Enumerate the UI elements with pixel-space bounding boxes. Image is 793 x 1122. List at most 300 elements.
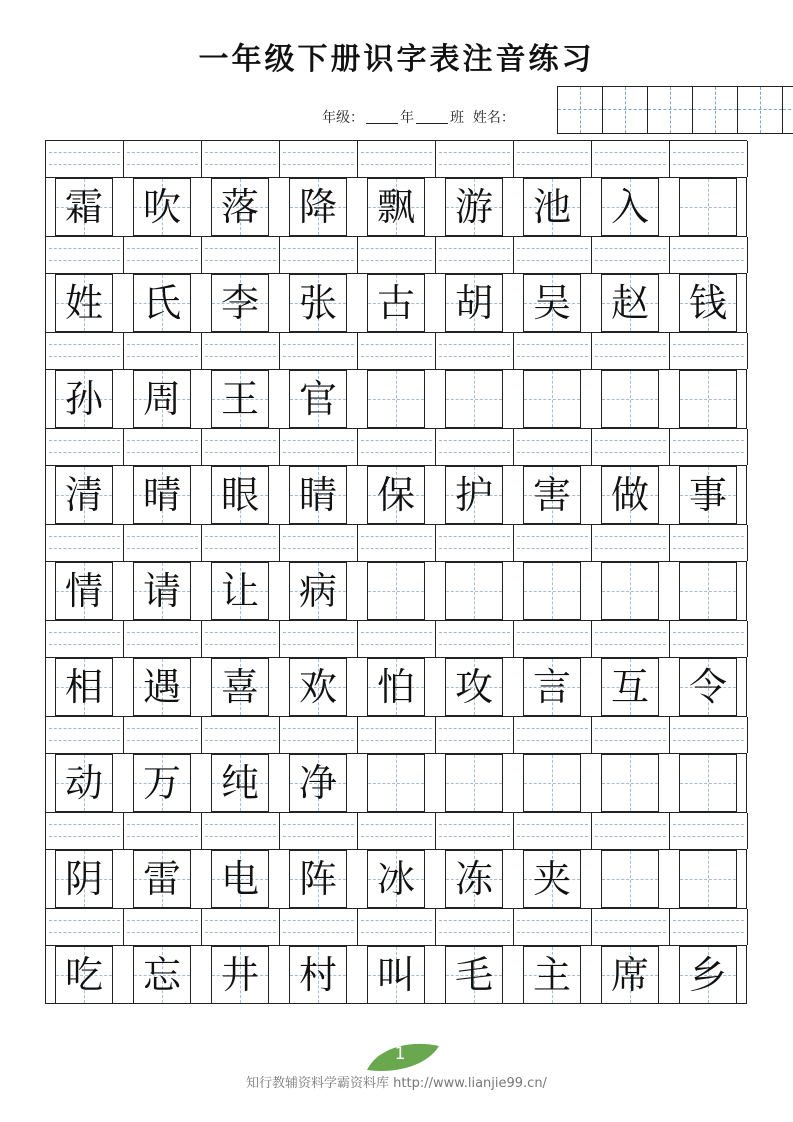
tianzige-box [55,946,113,1004]
pinyin-writing-cell[interactable] [46,237,124,273]
hanzi-character: 欢 [298,665,337,709]
character-cell [435,754,513,812]
hanzi-character: 井 [220,953,259,997]
hanzi-character [602,371,658,427]
tianzige-box [55,178,113,236]
pinyin-writing-cell[interactable] [592,141,670,177]
pinyin-writing-cell[interactable] [670,621,748,657]
pinyin-writing-cell[interactable] [358,525,436,561]
pinyin-writing-cell[interactable] [514,621,592,657]
tianzige-box[interactable] [601,850,659,908]
tianzige-box [445,466,503,524]
tianzige-box [55,754,113,812]
character-cell [279,562,357,620]
class-suffix: 班 [450,110,464,126]
tianzige-box [55,370,113,428]
grid-row [45,620,747,716]
hanzi-character: 忘 [142,953,181,997]
tianzige-box [445,658,503,716]
pinyin-band [45,716,747,754]
pinyin-writing-cell[interactable] [280,141,358,177]
pinyin-band [45,332,747,370]
character-cell [435,178,513,236]
pinyin-writing-cell[interactable] [592,621,670,657]
pinyin-writing-cell[interactable] [436,525,514,561]
tianzige-box [289,466,347,524]
tianzige-box [133,274,191,332]
hanzi-character: 主 [532,953,571,997]
character-cell [669,754,747,812]
hanzi-character [680,563,736,619]
pinyin-writing-cell[interactable] [358,237,436,273]
hanzi-character [446,371,502,427]
pinyin-writing-cell[interactable] [592,333,670,369]
pinyin-writing-cell[interactable] [436,717,514,753]
character-cell [591,178,669,236]
character-cell [123,370,201,428]
grid-row [45,140,747,236]
pinyin-writing-cell[interactable] [124,621,202,657]
pinyin-writing-cell[interactable] [202,717,280,753]
character-cell [357,946,435,1004]
pinyin-writing-cell[interactable] [280,237,358,273]
grid-row [45,812,747,908]
pinyin-writing-cell[interactable] [514,813,592,849]
hanzi-character: 吃 [64,953,103,997]
pinyin-writing-cell[interactable] [514,141,592,177]
pinyin-writing-cell[interactable] [358,429,436,465]
tianzige-box [211,850,269,908]
character-cell [201,658,279,716]
character-cell [435,658,513,716]
character-cell [201,178,279,236]
hanzi-character [680,755,736,811]
pinyin-writing-cell[interactable] [280,333,358,369]
pinyin-writing-cell[interactable] [124,141,202,177]
hanzi-character: 净 [298,761,337,805]
hanzi-character: 雷 [142,857,181,901]
character-cell [279,466,357,524]
pinyin-writing-cell[interactable] [436,333,514,369]
pinyin-writing-cell[interactable] [46,813,124,849]
hanzi-character: 动 [64,761,103,805]
hanzi-character: 姓 [64,281,103,325]
tianzige-box [523,850,581,908]
hanzi-character: 落 [220,185,259,229]
name-label: 姓名： [472,110,515,126]
hanzi-character: 氏 [142,281,181,325]
hanzi-character: 情 [64,569,103,613]
name-box[interactable] [693,87,738,133]
pinyin-writing-cell[interactable] [358,621,436,657]
pinyin-writing-cell[interactable] [514,429,592,465]
tianzige-box [211,178,269,236]
tianzige-box [289,946,347,1004]
hanzi-character: 官 [298,377,337,421]
pinyin-writing-cell[interactable] [124,333,202,369]
pinyin-writing-cell[interactable] [670,333,748,369]
hanzi-character [680,179,736,235]
tianzige-box[interactable] [679,850,737,908]
tianzige-box[interactable] [601,370,659,428]
character-cell [513,274,591,332]
tianzige-box[interactable] [601,754,659,812]
pinyin-writing-cell[interactable] [202,909,280,945]
pinyin-writing-cell[interactable] [280,717,358,753]
character-cell [669,178,747,236]
character-cell [591,370,669,428]
tianzige-box [523,946,581,1004]
hanzi-character: 孙 [64,377,103,421]
character-cell [123,754,201,812]
pinyin-writing-cell[interactable] [202,429,280,465]
hanzi-character: 请 [142,569,181,613]
hanzi-character [602,851,658,907]
hanzi-character: 遇 [142,665,181,709]
tianzige-box [211,754,269,812]
pinyin-writing-cell[interactable] [670,717,748,753]
character-band [45,946,747,1004]
hanzi-character: 互 [610,665,649,709]
grid-row [45,428,747,524]
pinyin-writing-cell[interactable] [514,909,592,945]
tianzige-box [211,562,269,620]
name-box[interactable] [603,87,648,133]
pinyin-writing-cell[interactable] [46,717,124,753]
pinyin-writing-cell[interactable] [280,429,358,465]
character-cell [357,466,435,524]
name-box[interactable] [648,87,693,133]
character-cell [45,946,123,1004]
tianzige-box [601,946,659,1004]
page-title: 一年级下册识字表注音练习 [198,42,595,77]
hanzi-character: 古 [376,281,415,325]
pinyin-writing-cell[interactable] [436,909,514,945]
hanzi-character: 冰 [376,857,415,901]
hanzi-character: 席 [610,953,649,997]
tianzige-box[interactable] [445,754,503,812]
pinyin-writing-cell[interactable] [358,717,436,753]
character-cell [513,178,591,236]
character-cell [123,658,201,716]
pinyin-writing-cell[interactable] [670,909,748,945]
tianzige-box [523,178,581,236]
hanzi-character: 纯 [220,761,259,805]
tianzige-box [211,274,269,332]
character-cell [45,274,123,332]
pinyin-writing-cell[interactable] [670,429,748,465]
pinyin-writing-cell[interactable] [46,621,124,657]
pinyin-writing-cell[interactable] [46,333,124,369]
tianzige-box [367,850,425,908]
pinyin-writing-cell[interactable] [670,813,748,849]
tianzige-box [289,274,347,332]
character-cell [591,850,669,908]
tianzige-box [211,658,269,716]
hanzi-character: 钱 [688,281,727,325]
year-suffix: 年 [400,110,414,126]
pinyin-writing-cell[interactable] [592,909,670,945]
pinyin-writing-cell[interactable] [202,621,280,657]
character-band [45,754,747,812]
tianzige-box [445,178,503,236]
pinyin-writing-cell[interactable] [46,525,124,561]
tianzige-box [679,274,737,332]
hanzi-character: 做 [610,473,649,517]
pinyin-writing-cell[interactable] [592,237,670,273]
tianzige-box[interactable] [445,562,503,620]
pinyin-writing-cell[interactable] [202,141,280,177]
hanzi-character: 游 [454,185,493,229]
tianzige-box [133,658,191,716]
tianzige-box [289,562,347,620]
pinyin-writing-cell[interactable] [280,909,358,945]
hanzi-character [602,563,658,619]
pinyin-writing-cell[interactable] [670,525,748,561]
hanzi-character [446,755,502,811]
tianzige-box [445,946,503,1004]
pinyin-writing-cell[interactable] [436,621,514,657]
character-cell [357,658,435,716]
pinyin-writing-cell[interactable] [124,813,202,849]
pinyin-writing-cell[interactable] [280,525,358,561]
hanzi-character [446,563,502,619]
hanzi-character: 村 [298,953,337,997]
hanzi-character: 张 [298,281,337,325]
hanzi-character: 毛 [454,953,493,997]
hanzi-character: 护 [454,473,493,517]
tianzige-box [211,370,269,428]
tianzige-box [55,850,113,908]
character-cell [45,562,123,620]
hanzi-character [680,851,736,907]
hanzi-character: 让 [220,569,259,613]
hanzi-character: 飘 [376,185,415,229]
pinyin-writing-cell[interactable] [514,525,592,561]
hanzi-character: 阵 [298,857,337,901]
hanzi-character: 阴 [64,857,103,901]
character-cell [591,946,669,1004]
pinyin-band [45,140,747,178]
tianzige-box [289,850,347,908]
pinyin-writing-cell[interactable] [514,333,592,369]
character-cell [201,466,279,524]
tianzige-box [367,274,425,332]
character-cell [357,562,435,620]
pinyin-writing-cell[interactable] [202,525,280,561]
hanzi-character: 万 [142,761,181,805]
pinyin-writing-cell[interactable] [436,813,514,849]
character-cell [279,370,357,428]
hanzi-character: 眼 [220,473,259,517]
tianzige-box[interactable] [445,370,503,428]
character-cell [357,850,435,908]
tianzige-box [211,946,269,1004]
pinyin-writing-cell[interactable] [358,333,436,369]
grid-row [45,524,747,620]
pinyin-writing-cell[interactable] [436,429,514,465]
character-band [45,562,747,620]
hanzi-character: 降 [298,185,337,229]
pinyin-writing-cell[interactable] [592,429,670,465]
tianzige-box[interactable] [367,754,425,812]
tianzige-box[interactable] [523,562,581,620]
hanzi-character: 池 [532,185,571,229]
footer-source-text: 知行教辅资料学霸资料库 http://www.lianjie99.cn/ [246,1076,547,1091]
tianzige-box[interactable] [367,370,425,428]
tianzige-box [289,658,347,716]
name-box[interactable] [738,87,783,133]
tianzige-box[interactable] [679,178,737,236]
pinyin-writing-cell[interactable] [202,333,280,369]
character-cell [45,850,123,908]
hanzi-character [524,563,580,619]
grid-row [45,908,747,1004]
pinyin-writing-cell[interactable] [202,237,280,273]
tianzige-box[interactable] [523,754,581,812]
grid-row [45,236,747,332]
pinyin-writing-cell[interactable] [592,717,670,753]
pinyin-writing-cell[interactable] [436,237,514,273]
hanzi-character [524,371,580,427]
tianzige-box[interactable] [679,754,737,812]
grid-bottom-border [45,1003,747,1004]
pinyin-writing-cell[interactable] [202,813,280,849]
character-cell [45,178,123,236]
tianzige-box [679,946,737,1004]
class-blank[interactable] [416,109,448,124]
pinyin-band [45,236,747,274]
tianzige-box[interactable] [367,562,425,620]
hanzi-character: 怕 [376,665,415,709]
hanzi-character: 王 [220,377,259,421]
tianzige-box [367,178,425,236]
tianzige-box [211,466,269,524]
hanzi-character: 攻 [454,665,493,709]
hanzi-character: 睛 [298,473,337,517]
year-blank[interactable] [366,109,398,124]
character-cell [669,466,747,524]
tianzige-box [523,658,581,716]
pinyin-writing-cell[interactable] [124,717,202,753]
tianzige-box[interactable] [679,562,737,620]
tianzige-box [133,178,191,236]
tianzige-box [289,178,347,236]
pinyin-writing-cell[interactable] [124,429,202,465]
hanzi-character: 李 [220,281,259,325]
character-cell [513,658,591,716]
name-box[interactable] [558,87,603,133]
tianzige-box [133,850,191,908]
pinyin-band [45,908,747,946]
character-cell [279,754,357,812]
character-cell [201,946,279,1004]
pinyin-writing-cell[interactable] [280,813,358,849]
hanzi-character: 吹 [142,185,181,229]
character-cell [279,658,357,716]
pinyin-writing-cell[interactable] [358,141,436,177]
tianzige-box[interactable] [601,562,659,620]
name-box[interactable] [783,87,793,133]
pinyin-writing-cell[interactable] [670,141,748,177]
tianzige-box [523,466,581,524]
pinyin-writing-cell[interactable] [514,717,592,753]
hanzi-character: 晴 [142,473,181,517]
tianzige-box [55,562,113,620]
tianzige-box [289,754,347,812]
pinyin-writing-cell[interactable] [436,141,514,177]
pinyin-writing-cell[interactable] [46,909,124,945]
tianzige-box[interactable] [679,370,737,428]
character-cell [669,658,747,716]
hanzi-character: 令 [688,665,727,709]
character-cell [513,754,591,812]
tianzige-box [445,274,503,332]
pinyin-writing-cell[interactable] [280,621,358,657]
character-cell [591,274,669,332]
tianzige-box [601,274,659,332]
practice-grid [45,140,747,1003]
tianzige-box[interactable] [523,370,581,428]
hanzi-character: 赵 [610,281,649,325]
hanzi-character: 夹 [532,857,571,901]
hanzi-character [368,371,424,427]
character-cell [435,946,513,1004]
character-cell [279,946,357,1004]
character-cell [123,562,201,620]
pinyin-writing-cell[interactable] [46,141,124,177]
tianzige-box [601,178,659,236]
pinyin-writing-cell[interactable] [592,525,670,561]
character-cell [357,370,435,428]
character-cell [435,562,513,620]
character-cell [435,850,513,908]
pinyin-writing-cell[interactable] [670,237,748,273]
pinyin-writing-cell[interactable] [358,909,436,945]
pinyin-writing-cell[interactable] [514,237,592,273]
pinyin-writing-cell[interactable] [124,237,202,273]
character-cell [279,274,357,332]
character-cell [201,754,279,812]
character-cell [357,274,435,332]
hanzi-character: 冻 [454,857,493,901]
grid-row [45,716,747,812]
tianzige-box [523,274,581,332]
character-cell [123,178,201,236]
character-cell [513,562,591,620]
character-band [45,658,747,716]
tianzige-box [679,466,737,524]
character-cell [435,466,513,524]
pinyin-writing-cell[interactable] [46,429,124,465]
tianzige-box [601,466,659,524]
tianzige-box [133,946,191,1004]
character-cell [669,274,747,332]
hanzi-character: 乡 [688,953,727,997]
pinyin-writing-cell[interactable] [124,525,202,561]
hanzi-character: 事 [688,473,727,517]
tianzige-box [133,754,191,812]
pinyin-writing-cell[interactable] [358,813,436,849]
pinyin-writing-cell[interactable] [592,813,670,849]
character-cell [591,754,669,812]
hanzi-character: 周 [142,377,181,421]
pinyin-writing-cell[interactable] [124,909,202,945]
name-writing-boxes [557,86,793,134]
character-cell [357,754,435,812]
character-cell [669,850,747,908]
tianzige-box [367,466,425,524]
